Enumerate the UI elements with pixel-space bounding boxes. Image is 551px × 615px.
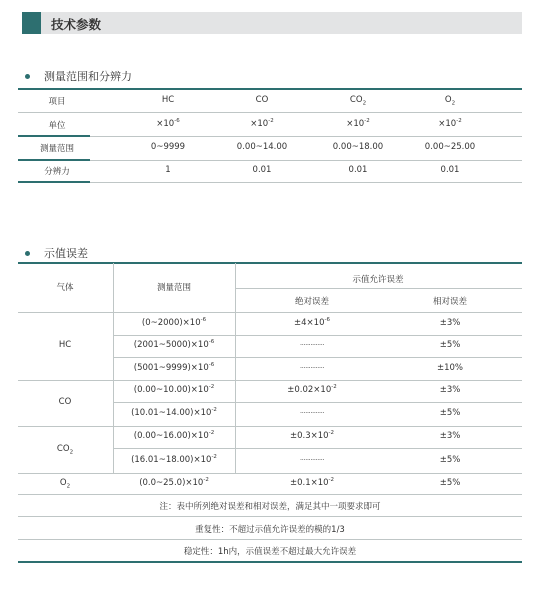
range-value: (5001~9999)×10 (133, 362, 209, 373)
cell-value-exponent: -2 (456, 118, 462, 125)
column-header (445, 95, 455, 105)
range-value-exponent: -2 (208, 430, 215, 437)
cell-value: 0.00~14.00 (236, 142, 288, 152)
cell-value: ×10 (438, 119, 457, 129)
column-header-text: 项目 (48, 97, 66, 107)
table-cell (346, 119, 369, 129)
absolute-error-cell (290, 431, 334, 441)
cell-value-exponent: -2 (364, 118, 370, 125)
note-row: 注：表中所列绝对误差和相对误差，满足其中一项要求即可 (159, 502, 381, 512)
range-value: (0.00~10.00)×10 (133, 385, 209, 395)
range-cell (131, 408, 217, 418)
absolute-error-value: ±4×10 (294, 317, 325, 328)
cell-value: 1 (165, 165, 171, 175)
column-header (48, 95, 65, 107)
cell-value: ×10 (156, 119, 175, 129)
absolute-error-value-exponent: -2 (328, 430, 335, 437)
range-value-exponent: -2 (208, 384, 215, 391)
column-header (162, 95, 174, 105)
column-divider (113, 263, 114, 473)
row-divider (113, 402, 522, 403)
absolute-error-cell (300, 340, 324, 350)
range-value-exponent: -2 (211, 453, 217, 460)
note-row: 稳定性：1h内，示值误差不超过最大允许误差 (183, 547, 357, 557)
range-value: (0.0~25.0)×10 (139, 477, 204, 488)
relative-error-cell: ±5% (439, 454, 461, 465)
placeholder-dots: ·············· (299, 341, 325, 349)
absolute-error-value-exponent: -2 (328, 476, 335, 483)
column-divider (235, 263, 236, 473)
table-cell (438, 119, 461, 129)
absolute-error-cell (300, 455, 324, 465)
table-top-rule (18, 262, 522, 264)
table-bottom-rule (18, 182, 522, 183)
absolute-error-value: ±0.1×10 (289, 477, 329, 488)
row-label: 单位 (48, 121, 66, 131)
relative-error-cell: ±3% (439, 317, 461, 328)
gas-cell (59, 340, 71, 350)
gas-name: HC (58, 340, 72, 350)
table-row-divider (18, 160, 522, 161)
table-cell (237, 142, 287, 152)
section-title-text: 示值误差 (44, 247, 88, 260)
table-cell (156, 119, 179, 129)
column-header-text-subscript: 2 (362, 100, 367, 107)
group-divider (18, 494, 522, 495)
header-bottom-rule (18, 312, 522, 313)
column-header (350, 95, 366, 105)
section-title-range-resolution (25, 68, 132, 84)
absolute-error-cell (287, 385, 336, 395)
column-header-text-subscript: 2 (451, 100, 456, 107)
note-row: 重复性：不超过示值允许误差的模的1/3 (195, 525, 345, 535)
column-header-absolute-error: 绝对误差 (294, 297, 330, 307)
cell-value: ×10 (250, 119, 269, 129)
column-header-allowed-error: 示值允许误差 (352, 275, 404, 285)
section-title-indication-error (25, 245, 88, 261)
column-header-relative-error: 相对误差 (432, 297, 468, 307)
bullet-icon (25, 74, 30, 79)
note-divider (18, 516, 522, 517)
relative-error-cell: ±3% (439, 431, 461, 441)
absolute-error-value: ±0.3×10 (289, 431, 329, 441)
row-divider (113, 335, 522, 336)
cell-value: 0.00~18.00 (332, 142, 384, 152)
relative-error-cell: ±5% (439, 340, 461, 350)
gas-cell (60, 478, 70, 488)
cell-value-exponent: -6 (174, 118, 180, 125)
table-cell (349, 165, 368, 175)
table-cell (165, 165, 170, 175)
column-header-text: O (444, 95, 452, 105)
absolute-error-value: ±0.02×10 (287, 385, 332, 395)
gas-name: CO (58, 397, 72, 407)
cell-value: 0.01 (440, 165, 460, 175)
relative-error-cell: ±5% (439, 408, 461, 418)
range-value: (0~2000)×10 (141, 317, 201, 328)
range-value: (0.00~16.00)×10 (133, 431, 209, 441)
gas-cell (59, 397, 72, 407)
table-cell (425, 142, 475, 152)
group-divider (18, 473, 522, 474)
range-cell (134, 340, 214, 350)
group-divider (18, 426, 522, 427)
relative-error-cell: ±10% (436, 362, 464, 373)
cell-value: 0.00~25.00 (424, 142, 476, 152)
range-cell (134, 431, 214, 441)
range-cell (134, 363, 214, 373)
gas-name-subscript: 2 (66, 483, 71, 490)
row-label-underline (18, 159, 90, 161)
bullet-icon (25, 251, 30, 256)
cell-value: 0.01 (348, 165, 368, 175)
absolute-error-value-exponent: -6 (324, 316, 330, 323)
absolute-error-cell (300, 363, 324, 373)
row-label-underline (18, 135, 90, 137)
range-cell (134, 385, 214, 395)
cell-value: 0.01 (252, 165, 272, 175)
range-value-exponent: -2 (211, 407, 217, 414)
column-header-text: CO (255, 95, 269, 105)
column-header-text: CO (349, 95, 363, 105)
range-value-exponent: -6 (208, 361, 215, 368)
header-accent-mark (22, 12, 41, 34)
table-top-rule (18, 88, 522, 90)
placeholder-dots: ·············· (299, 455, 325, 464)
table-row-divider (18, 136, 522, 137)
range-cell (131, 455, 217, 465)
column-header (256, 95, 269, 105)
absolute-error-cell (300, 408, 324, 418)
range-value-exponent: -6 (208, 339, 215, 346)
placeholder-dots: ·············· (299, 363, 325, 372)
row-divider (113, 357, 522, 358)
page-title: 技术参数 (51, 17, 102, 32)
row-label-underline (18, 181, 90, 183)
range-cell (139, 478, 209, 488)
table-cell (333, 142, 383, 152)
section-title-text: 测量范围和分辨力 (44, 70, 132, 83)
section-header-bar (22, 12, 522, 34)
group-divider (18, 380, 522, 381)
gas-name: O (59, 477, 67, 488)
row-label: 测量范围 (39, 144, 75, 154)
range-value-exponent: -6 (200, 316, 207, 323)
row-label: 分辨力 (44, 167, 70, 177)
range-value: (10.01~14.00)×10 (131, 408, 212, 418)
relative-error-cell: ±5% (439, 477, 461, 488)
header-sub-divider (235, 288, 522, 289)
absolute-error-cell (290, 478, 334, 488)
placeholder-dots: ·············· (299, 409, 325, 417)
table-cell (253, 165, 272, 175)
table-row-divider (18, 112, 522, 113)
row-divider (113, 448, 522, 449)
column-header-gas: 气体 (56, 283, 74, 293)
column-header-text: HC (161, 95, 175, 105)
table-bottom-rule (18, 561, 522, 563)
gas-name: CO (56, 443, 70, 454)
table-cell (441, 165, 460, 175)
range-value-exponent: -2 (203, 476, 209, 483)
gas-name-subscript: 2 (69, 449, 74, 456)
cell-value: 0~9999 (150, 142, 186, 152)
range-value: (16.01~18.00)×10 (131, 454, 212, 465)
range-cell (142, 318, 206, 328)
column-header-range: 测量范围 (156, 283, 192, 293)
cell-value: ×10 (346, 119, 365, 129)
range-value: (2001~5000)×10 (133, 340, 209, 350)
table-cell (250, 119, 273, 129)
cell-value-exponent: -2 (268, 118, 274, 125)
note-divider (18, 539, 522, 540)
absolute-error-value-exponent: -2 (331, 384, 337, 391)
table-cell (151, 142, 185, 152)
absolute-error-cell (294, 318, 330, 328)
gas-cell (57, 444, 73, 454)
relative-error-cell: ±3% (439, 385, 461, 395)
